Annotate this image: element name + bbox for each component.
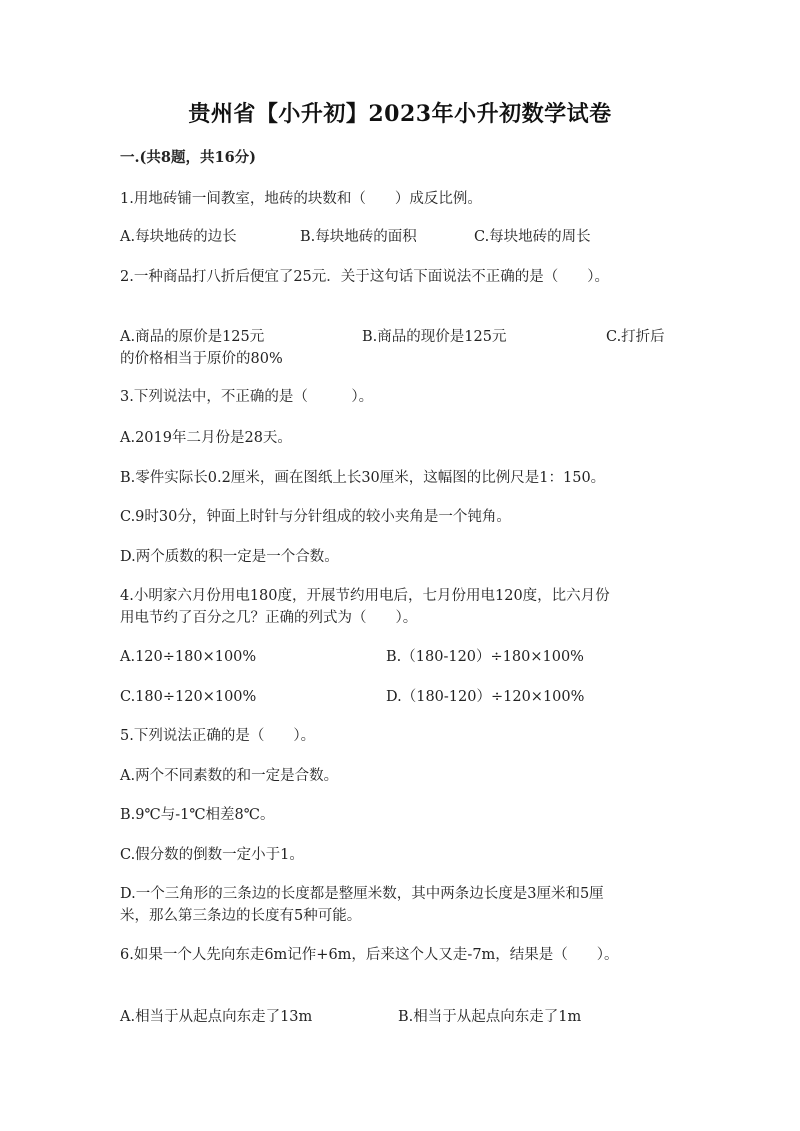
question-5-option-d-line-2: 米，那么第三条边的长度有5种可能。 [120,908,362,924]
question-2-option-c-continued: 的价格相当于原价的80% [120,351,283,367]
section-heading: 一.(共8题，共16分) [120,149,257,166]
question-3-stem: 3.下列说法中，不正确的是（ ）。 [120,389,374,405]
question-3-option-c: C.9时30分，钟面上时针与分针组成的较小夹角是一个钝角。 [120,509,511,525]
question-2-stem: 2.一种商品打八折后便宜了25元．关于这句话下面说法不正确的是（ ）。 [120,269,610,285]
question-3-option-b: B.零件实际长0.2厘米，画在图纸上长30厘米，这幅图的比例尺是1：150。 [120,470,606,486]
question-4-option-c: C.180÷120×100% [120,689,257,705]
question-4-option-a: A.120÷180×100% [120,649,257,665]
question-1-stem: 1.用地砖铺一间教室，地砖的块数和（ ）成反比例。 [120,191,482,207]
question-5-option-d-line-1: D.一个三角形的三条边的长度都是整厘米数，其中两条边长度是3厘米和5厘 [120,886,604,902]
question-5-option-c: C.假分数的倒数一定小于1。 [120,847,304,863]
question-5-option-a: A.两个不同素数的和一定是合数。 [120,768,339,784]
question-4-stem-line-1: 4.小明家六月份用电180度，开展节约用电后，七月份用电120度，比六月份 [120,588,610,604]
question-1-option-b: B.每块地砖的面积 [300,229,417,245]
question-2-option-a: A.商品的原价是125元 [120,329,265,345]
question-1-option-c: C.每块地砖的周长 [474,229,591,245]
page-title: 贵州省【小升初】2023年小升初数学试卷 [188,101,612,127]
question-4-stem-line-2: 用电节约了百分之几？正确的列式为（ ）。 [120,610,418,626]
question-2-option-c: C.打折后 [606,329,665,345]
question-3-option-a: A.2019年二月份是28天。 [120,430,292,446]
question-5-option-b: B.9℃与-1℃相差8℃。 [120,807,275,823]
question-1-option-a: A.每块地砖的边长 [120,229,237,245]
question-5-stem: 5.下列说法正确的是（ ）。 [120,728,316,744]
question-4-option-d: D.（180-120）÷120×100% [386,689,585,705]
question-3-option-d: D.两个质数的积一定是一个合数。 [120,549,339,565]
question-2-option-b: B.商品的现价是125元 [362,329,507,345]
question-6-option-b: B.相当于从起点向东走了1m [398,1009,582,1025]
question-6-stem: 6.如果一个人先向东走6m记作+6m，后来这个人又走-7m，结果是（ ）。 [120,947,619,963]
question-6-option-a: A.相当于从起点向东走了13m [120,1009,313,1025]
question-4-option-b: B.（180-120）÷180×100% [386,649,584,665]
